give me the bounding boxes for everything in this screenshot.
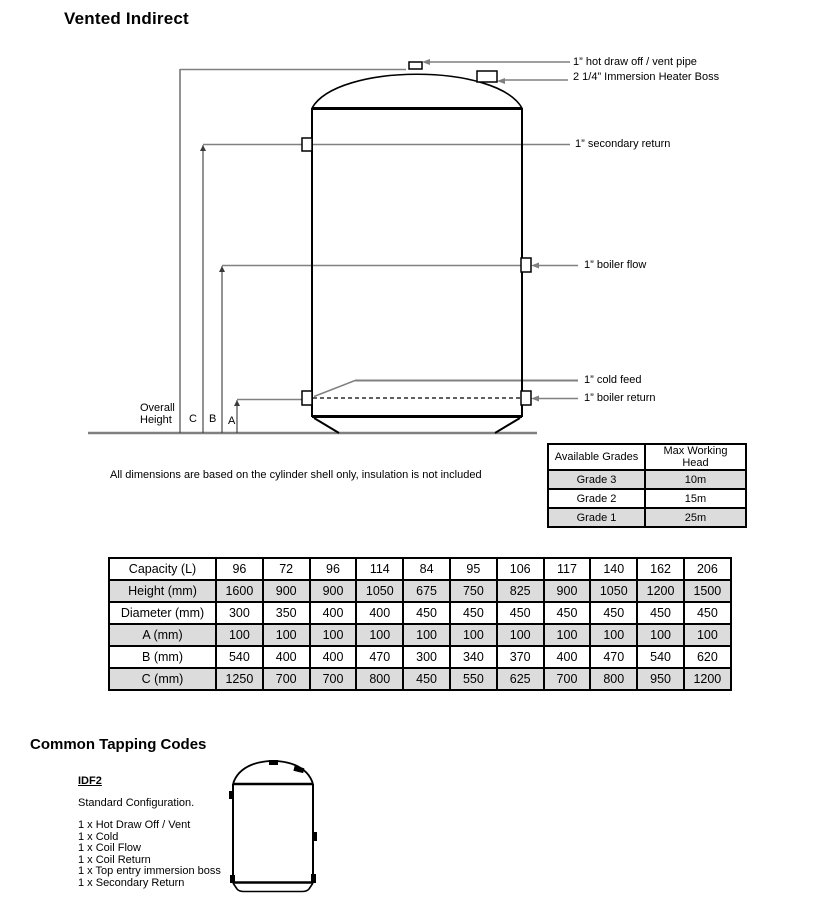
dim-cell: 470: [590, 646, 637, 668]
dim-cell: 700: [263, 668, 310, 690]
dim-cell: 750: [450, 580, 497, 602]
tapping-subtitle: Standard Configuration.: [78, 797, 195, 809]
label-boiler-flow: 1” boiler flow: [584, 259, 647, 271]
dim-cell: 162: [637, 558, 684, 580]
dim-cell: 450: [450, 602, 497, 624]
grades-row: [548, 489, 746, 508]
cylinder-skirt-left: [314, 418, 339, 433]
dim-cell: 1200: [684, 668, 731, 690]
dim-cell: 450: [497, 602, 544, 624]
tapping-item: 1 x Cold: [78, 830, 119, 843]
tapping-item: 1 x Secondary Return: [78, 876, 185, 889]
dim-cell: 540: [216, 646, 263, 668]
dim-cell: 340: [450, 646, 497, 668]
page-title: Vented Indirect: [64, 9, 189, 28]
dim-cell: 825: [497, 580, 544, 602]
dim-cell: 114: [356, 558, 403, 580]
dim-cell: 450: [403, 668, 450, 690]
label-overall-height: [140, 402, 175, 426]
fittings: [302, 62, 531, 405]
dim-cell: 100: [356, 624, 403, 646]
tapping-code-idf2: IDF2: [78, 775, 102, 787]
dim-cell: 400: [310, 646, 357, 668]
dim-cell: 400: [310, 602, 357, 624]
tapping-item: 1 x Top entry immersion boss: [78, 865, 221, 878]
row-label: A (mm): [109, 624, 216, 646]
dim-cell: 96: [310, 558, 357, 580]
dim-cell: 100: [590, 624, 637, 646]
dim-cell: 550: [450, 668, 497, 690]
dim-cell: 540: [637, 646, 684, 668]
dim-cell: 950: [637, 668, 684, 690]
label-hot-draw-off: 1” hot draw off / vent pipe: [573, 56, 697, 68]
dim-cell: 400: [356, 602, 403, 624]
tapping-item: 1 x Hot Draw Off / Vent: [78, 819, 191, 831]
grade-cell: Grade 2: [548, 489, 645, 508]
grades-header-row: [548, 444, 746, 470]
cylinder-skirt-right: [495, 418, 520, 433]
small-vent-tapping: [269, 760, 278, 765]
dim-cell: 400: [263, 646, 310, 668]
dim-cell: 620: [684, 646, 731, 668]
label-boiler-return: 1” boiler return: [584, 392, 656, 404]
dim-cell: 140: [590, 558, 637, 580]
dim-cell: 700: [310, 668, 357, 690]
table-row-diameter: [109, 602, 731, 624]
grades-row: [548, 508, 746, 527]
dim-cell: 100: [216, 624, 263, 646]
dim-cell: 675: [403, 580, 450, 602]
dim-cell: 95: [450, 558, 497, 580]
tapping-codes-heading: Common Tapping Codes: [30, 736, 207, 753]
dim-cell: 1050: [590, 580, 637, 602]
table-row-c: [109, 668, 731, 690]
dim-cell: 1250: [216, 668, 263, 690]
label-dim-b: B: [209, 413, 217, 425]
small-cylinder-tappings: [229, 760, 317, 883]
dim-cell: 470: [356, 646, 403, 668]
small-left-upper-tapping: [229, 791, 234, 799]
boiler-return-fitting: [521, 391, 531, 405]
dim-cell: 300: [216, 602, 263, 624]
tapping-item-list: [78, 820, 221, 890]
grades-header-cell: Max Working Head: [645, 444, 746, 470]
dim-cell: 100: [497, 624, 544, 646]
dimensions-note: All dimensions are based on the cylinder shell only, insulation is not included: [110, 469, 482, 481]
dim-cell: 106: [497, 558, 544, 580]
dim-cell: 100: [310, 624, 357, 646]
table-row-a: [109, 624, 731, 646]
leader-lines: [180, 62, 578, 400]
table-row-height: [109, 580, 731, 602]
dim-cell: 206: [684, 558, 731, 580]
small-left-lower-tapping: [230, 875, 235, 883]
head-cell: 15m: [645, 489, 746, 508]
dim-cell: 96: [216, 558, 263, 580]
grade-cell: Grade 1: [548, 508, 645, 527]
dim-cell: 450: [590, 602, 637, 624]
grades-header-cell: Available Grades: [548, 444, 645, 470]
dim-cell: 450: [403, 602, 450, 624]
dim-cell: 900: [310, 580, 357, 602]
dim-cell: 100: [544, 624, 591, 646]
dim-cell: 400: [544, 646, 591, 668]
dim-cell: 450: [684, 602, 731, 624]
small-boss-tapping: [293, 766, 304, 773]
dim-cell: 800: [590, 668, 637, 690]
dim-cell: 100: [263, 624, 310, 646]
table-row-capacity: [109, 558, 731, 580]
secondary-return-fitting: [302, 138, 312, 151]
label-dim-c: C: [189, 413, 197, 425]
row-label: C (mm): [109, 668, 216, 690]
dimensions-table: [108, 557, 732, 691]
main-cylinder-outline: [312, 74, 522, 433]
dimension-lines: [180, 69, 237, 433]
grade-cell: Grade 3: [548, 470, 645, 489]
label-dim-a: A: [228, 415, 236, 427]
dim-cell: 350: [263, 602, 310, 624]
label-secondary-return: 1” secondary return: [575, 138, 671, 150]
dim-cell: 300: [403, 646, 450, 668]
overall-height-line1: Overall: [140, 402, 175, 414]
dim-cell: 100: [637, 624, 684, 646]
row-label: Capacity (L): [109, 558, 216, 580]
dim-cell: 100: [403, 624, 450, 646]
boiler-flow-fitting: [521, 258, 531, 272]
overall-height-line2: Height: [140, 414, 172, 426]
small-cylinder-outline: [229, 760, 317, 892]
tapping-item: 1 x Coil Return: [78, 853, 151, 866]
dim-cell: 117: [544, 558, 591, 580]
dim-cell: 1500: [684, 580, 731, 602]
dim-cell: 72: [263, 558, 310, 580]
immersion-boss-fitting: [477, 71, 497, 82]
dim-cell: 370: [497, 646, 544, 668]
dim-cell: 450: [544, 602, 591, 624]
dim-cell: 900: [263, 580, 310, 602]
row-label: B (mm): [109, 646, 216, 668]
dim-cell: 700: [544, 668, 591, 690]
label-immersion-boss: 2 1/4” Immersion Heater Boss: [573, 71, 720, 83]
head-cell: 10m: [645, 470, 746, 489]
dim-cell: 450: [637, 602, 684, 624]
dim-cell: 1200: [637, 580, 684, 602]
row-label: Diameter (mm): [109, 602, 216, 624]
small-right-lower-tapping: [311, 874, 316, 883]
table-row-b: [109, 646, 731, 668]
small-right-mid-tapping: [312, 832, 317, 841]
dim-cell: 900: [544, 580, 591, 602]
cold-feed-fitting: [302, 391, 312, 405]
label-cold-feed: 1” cold feed: [584, 374, 642, 386]
dim-cell: 625: [497, 668, 544, 690]
tapping-item: 1 x Coil Flow: [78, 842, 141, 855]
dim-cell: 1600: [216, 580, 263, 602]
vent-pipe-fitting: [409, 62, 422, 69]
grades-table: [547, 443, 747, 528]
dim-cell: 84: [403, 558, 450, 580]
grades-row: [548, 470, 746, 489]
dim-cell: 800: [356, 668, 403, 690]
dimension-arrows: [200, 145, 240, 406]
head-cell: 25m: [645, 508, 746, 527]
dim-cell: 100: [450, 624, 497, 646]
row-label: Height (mm): [109, 580, 216, 602]
dim-cell: 100: [684, 624, 731, 646]
dim-cell: 1050: [356, 580, 403, 602]
